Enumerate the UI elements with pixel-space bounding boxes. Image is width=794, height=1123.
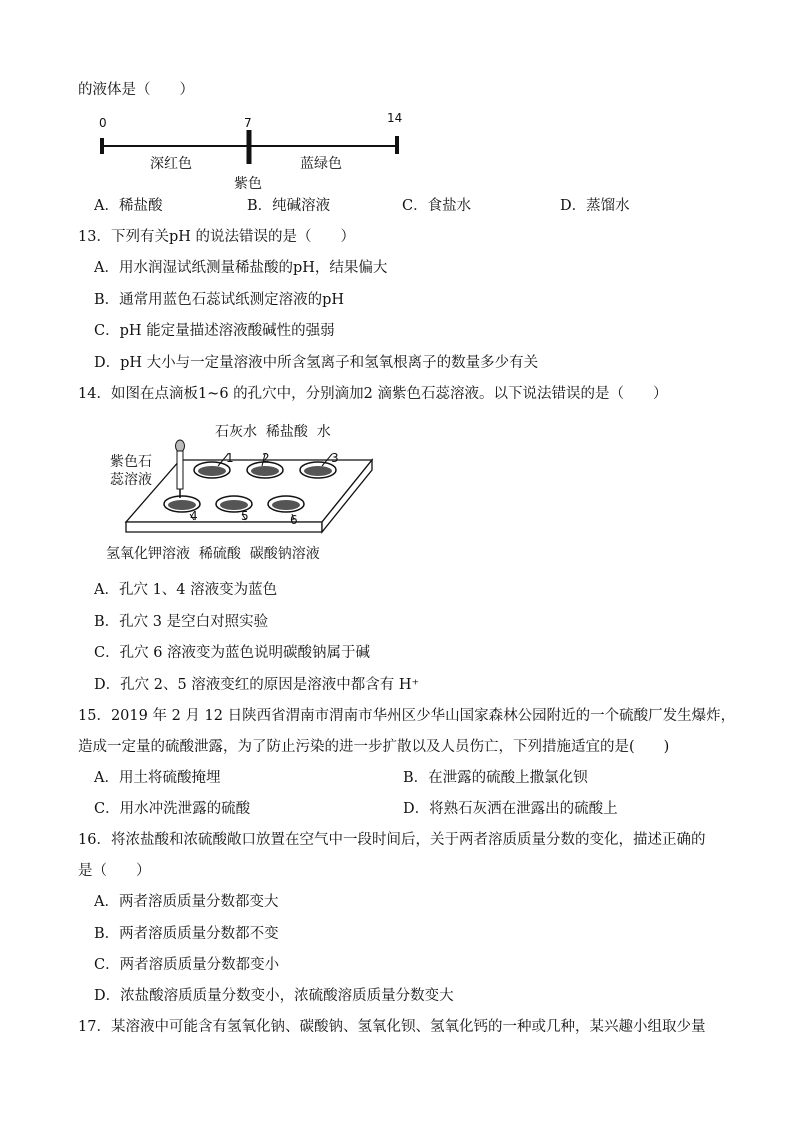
q14-option-c[interactable]: C．孔穴 6 溶液变为蓝色说明碳酸钠属于碱: [94, 645, 371, 661]
q12-option-b[interactable]: B．纯碱溶液: [247, 198, 331, 214]
q13-stem: 13．下列有关pH 的说法错误的是（ ）: [78, 229, 355, 245]
well-label-3: 3: [331, 451, 339, 465]
well-label-1: 1: [226, 451, 234, 465]
top-solution-labels: 石灰水 稀盐酸 水: [215, 424, 331, 440]
q16-option-d[interactable]: D．浓盐酸溶质质量分数变小，浓硫酸溶质质量分数变大: [94, 988, 454, 1004]
well-6: [268, 496, 304, 512]
dropper-label-line1: 紫色石: [110, 454, 152, 470]
q12-option-a[interactable]: A．稀盐酸: [94, 198, 163, 214]
q15-option-d[interactable]: D．将熟石灰洒在泄露出的硫酸上: [403, 801, 618, 817]
q15-option-b[interactable]: B．在泄露的硫酸上撒氯化钡: [403, 770, 588, 786]
q15-stem-line1: 15．2019 年 2 月 12 日陕西省渭南市渭南市华州区少华山国家森林公园附近的一个硫酸厂发生爆炸，: [78, 708, 736, 724]
q14-option-a[interactable]: A．孔穴 1、4 溶液变为蓝色: [94, 582, 278, 598]
q14-stem: 14．如图在点滴板1~6 的孔穴中，分别滴加2 滴紫色石蕊溶液。以下说法错误的是（ ）: [78, 386, 668, 402]
q16-option-b[interactable]: B．两者溶质质量分数都不变: [94, 926, 279, 942]
ph-label-7: 7: [244, 116, 252, 130]
ph-right-color: 蓝绿色: [300, 156, 342, 172]
q16-option-a[interactable]: A．两者溶质质量分数都变大: [94, 894, 279, 910]
q13-option-b[interactable]: B．通常用蓝色石蕊试纸测定溶液的pH: [94, 292, 345, 308]
ph-label-14: 14: [387, 111, 403, 125]
well-label-4: 4: [190, 509, 198, 523]
q16-stem-line2: 是（ ）: [78, 863, 151, 879]
q15-stem-line2: 造成一定量的硫酸泄露，为了防止污染的进一步扩散以及人员伤亡，下列措施适宜的是( ): [78, 739, 670, 755]
well-label-2: 2: [262, 451, 270, 465]
dropper-label-line2: 蕊溶液: [110, 472, 152, 488]
ph-label-0: 0: [99, 116, 107, 130]
ph-mid-color: 紫色: [234, 176, 262, 192]
ph-scale-figure: [90, 108, 420, 192]
q14-option-b[interactable]: B．孔穴 3 是空白对照实验: [94, 614, 269, 630]
well-1: [194, 462, 230, 478]
well-label-5: 5: [241, 509, 249, 523]
bottom-solution-labels: 氢氧化钾溶液 稀硫酸 碳酸钠溶液: [106, 546, 320, 562]
q17-stem-line1: 17．某溶液中可能含有氢氧化钠、碳酸钠、氢氧化钡、氢氧化钙的一种或几种，某兴趣小组取少量: [78, 1019, 706, 1035]
q12-option-c[interactable]: C．食盐水: [402, 198, 472, 214]
q14-option-d[interactable]: D．孔穴 2、5 溶液变红的原因是溶液中都含有 H⁺: [94, 677, 420, 693]
q15-option-c[interactable]: C．用水冲洗泄露的硫酸: [94, 801, 251, 817]
spot-plate-figure: [100, 418, 390, 568]
q16-stem-line1: 16．将浓盐酸和浓硫酸敞口放置在空气中一段时间后，关于两者溶质质量分数的变化，描述正确的: [78, 832, 706, 848]
q12-option-d[interactable]: D．蒸馏水: [560, 198, 630, 214]
well-label-6: 6: [290, 513, 298, 527]
q13-option-a[interactable]: A．用水润湿试纸测量稀盐酸的pH，结果偏大: [94, 260, 388, 276]
q16-option-c[interactable]: C．两者溶质质量分数都变小: [94, 957, 280, 973]
q12-stem-tail: 的液体是（ ）: [78, 82, 194, 98]
ph-left-color: 深红色: [150, 156, 192, 172]
q13-option-d[interactable]: D．pH 大小与一定量溶液中所含氢离子和氢氧根离子的数量多少有关: [94, 355, 539, 371]
q15-option-a[interactable]: A．用土将硫酸掩埋: [94, 770, 221, 786]
q13-option-c[interactable]: C．pH 能定量描述溶液酸碱性的强弱: [94, 323, 335, 339]
dropper-icon: [176, 440, 185, 498]
